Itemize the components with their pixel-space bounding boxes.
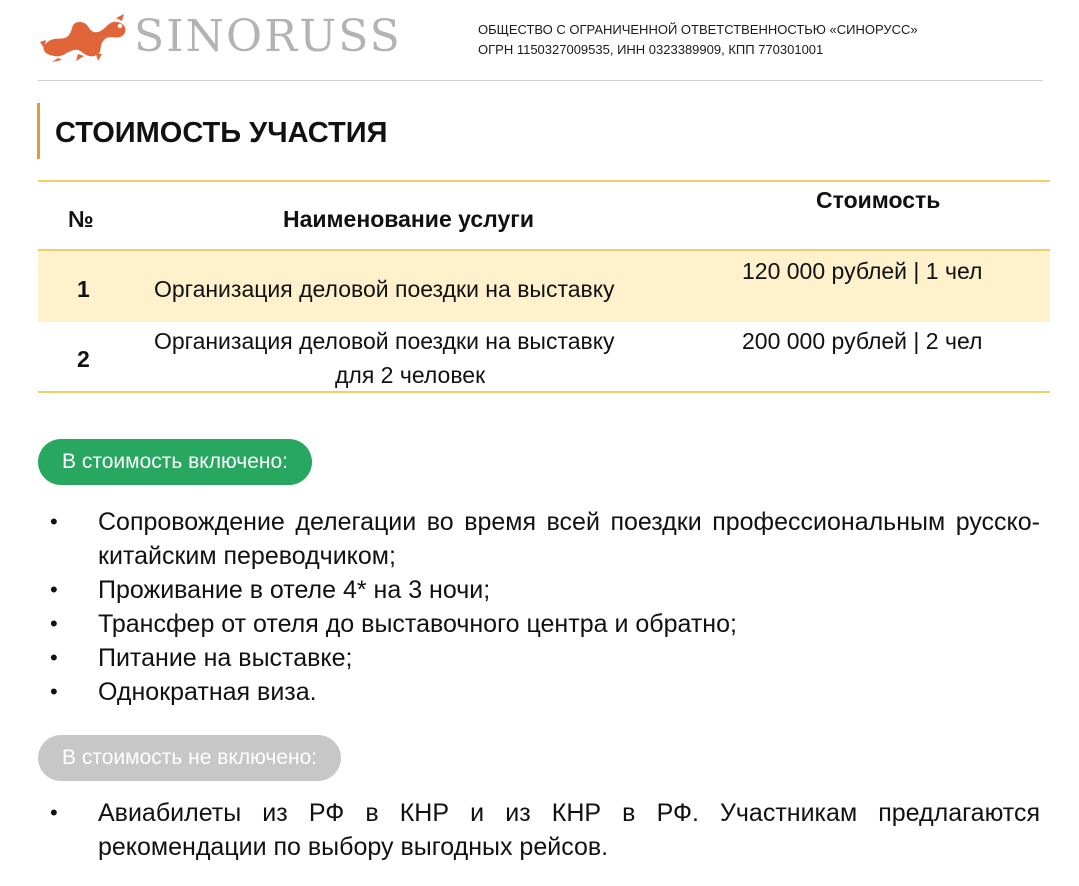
bullet-icon: • (50, 577, 58, 602)
company-name: ОБЩЕСТВО С ОГРАНИЧЕННОЙ ОТВЕТСТВЕННОСТЬЮ «СИНОРУСС» (478, 22, 918, 37)
included-label: В стоимость включено: (38, 439, 312, 485)
included-list (50, 505, 1040, 709)
dragon-logo-icon (38, 12, 130, 62)
list-item (50, 796, 1040, 864)
list-item (50, 573, 1040, 607)
row-1-price: 120 000 рублей | 1 чел (742, 258, 983, 284)
company-info (478, 20, 918, 60)
table-top-border (38, 180, 1050, 182)
bullet-icon: • (50, 645, 58, 670)
row-1-number: 1 (77, 276, 90, 302)
included-item-3: Трансфер от отеля до выставочного центра и обратно; (98, 610, 737, 638)
row-2-price: 200 000 рублей | 2 чел (742, 328, 983, 354)
list-item (50, 641, 1040, 675)
row-1-service: Организация деловой поездки на выставку (154, 276, 615, 302)
sinoruss-logo (38, 12, 402, 62)
logo-wordmark: SINORUSS (134, 11, 402, 62)
row-2-service-continued: для 2 человек (335, 362, 486, 388)
bullet-icon: • (50, 509, 58, 534)
included-item-1: Сопровождение делегации во время всей поездки профессиональным русско-китайским переводчиком; (98, 508, 1040, 570)
section-title: СТОИМОСТЬ УЧАСТИЯ (37, 103, 387, 159)
column-header-price: Стоимость (816, 187, 941, 213)
company-registration-ids: ОГРН 1150327009535, ИНН 0323389909, КПП 770301001 (478, 42, 824, 57)
not-included-item-1: Авиабилеты из РФ в КНР и из КНР в РФ. Участникам предлагаются рекомендации по выбору выгодных рейсов. (98, 799, 1040, 861)
column-header-service: Наименование услуги (283, 206, 534, 232)
bullet-icon: • (50, 611, 58, 636)
header-bottom-border (38, 249, 1050, 251)
included-item-5: Однократная виза. (98, 678, 317, 706)
bullet-icon: • (50, 679, 58, 704)
list-item (50, 675, 1040, 709)
column-header-number: № (68, 206, 94, 232)
included-item-4: Питание на выставке; (98, 644, 353, 672)
not-included-list (50, 796, 1040, 864)
table-bottom-border (38, 391, 1050, 393)
included-item-2: Проживание в отеле 4* на 3 ночи; (98, 576, 491, 604)
not-included-label: В стоимость не включено: (38, 735, 341, 781)
page-header (38, 10, 1043, 80)
list-item (50, 505, 1040, 573)
bullet-icon: • (50, 800, 58, 825)
list-item (50, 607, 1040, 641)
row-2-service: Организация деловой поездки на выставку (154, 328, 615, 354)
row-2-number: 2 (77, 346, 90, 372)
header-divider (38, 80, 1043, 81)
